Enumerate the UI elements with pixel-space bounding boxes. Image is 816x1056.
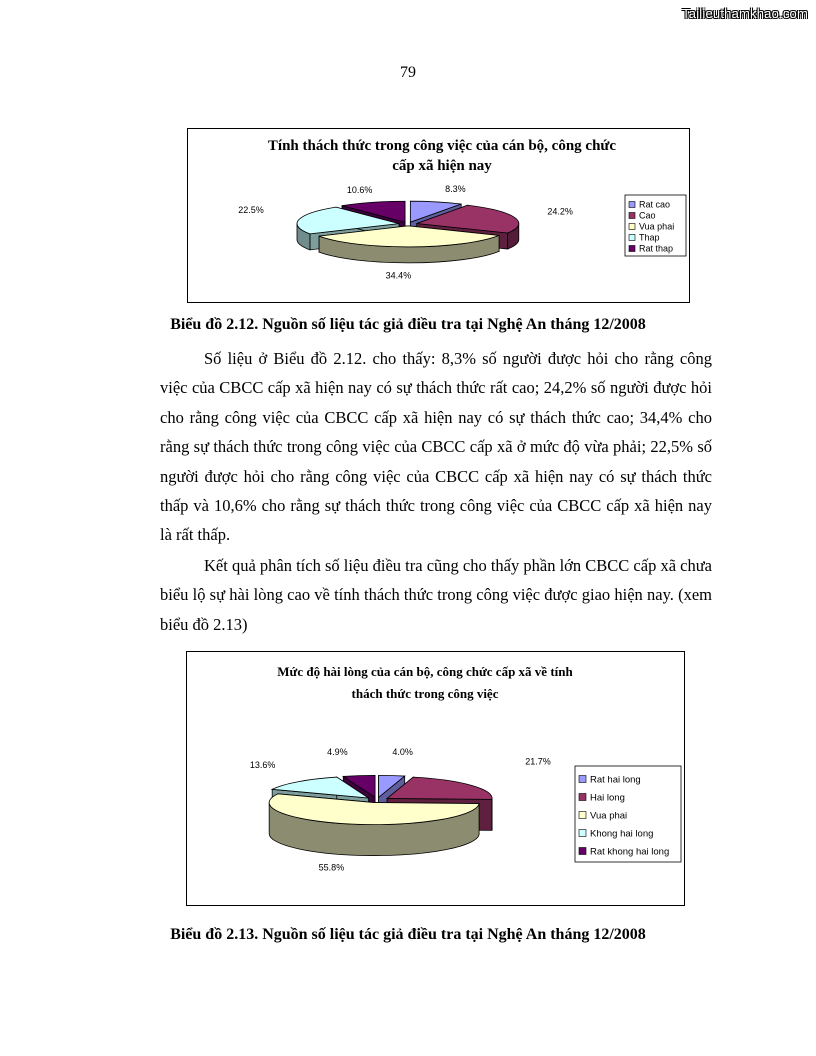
- slice-label-rat-hai-long: 4.0%: [392, 746, 413, 757]
- legend-label-khong-hai-long: Khong hai long: [590, 828, 654, 840]
- slice-label-rat-cao: 8.3%: [445, 184, 466, 195]
- legend-swatch-vua-phai: [629, 224, 635, 230]
- page-number: 79: [400, 64, 416, 81]
- slice-label-thap: 22.5%: [238, 204, 264, 215]
- legend: [625, 195, 686, 256]
- slice-label-vua-phai: 55.8%: [318, 862, 345, 873]
- legend-swatch-vua-phai: [579, 812, 586, 819]
- chart-title-line-2: cấp xã hiện nay: [392, 158, 492, 174]
- slice-label-cao: 24.2%: [547, 206, 573, 217]
- legend-label-vua-phai: Vua phai: [639, 221, 675, 232]
- legend-label-cao: Cao: [639, 210, 656, 221]
- watermark: Tailieuthamkhao.com: [682, 6, 808, 21]
- legend-swatch-rat-thap: [629, 246, 635, 252]
- chart-title-line-1: Mức độ hài lòng của cán bộ, công chức cấp xã về tính: [277, 664, 573, 679]
- legend-label-thap: Thap: [639, 232, 660, 243]
- slice-label-hai-long: 21.7%: [525, 756, 551, 767]
- paragraph-2: Kết quả phân tích số liệu điều tra cũng cho thấy phần lớn CBCC cấp xã chưa biểu lộ sự hài lòng cao về tính thách thức trong công việc được giao hiện nay. (xem biểu đồ 2.13): [160, 556, 712, 634]
- paragraph-1: Số liệu ở Biểu đồ 2.12. cho thấy: 8,3% số người được hỏi cho rằng công việc của CBCC cấp xã hiện nay có sự thách thức rất cao; 24,2% số người được hỏi cho rằng công việc của CBCC cấp xã hiện nay có sự thách thức cao; 34,4% cho rằng sự thách thức trong công việc của CBCC cấp xã ở mức độ vừa phải; 22,5% số người được hỏi cho rằng công việc của CBCC cấp xã hiện nay có sự thách thức thấp và 10,6% cho rằng sự thách thức trong công việc của CBCC cấp xã hiện nay là rất thấp.: [160, 349, 712, 545]
- legend-label-rat-cao: Rat cao: [639, 199, 671, 210]
- legend-swatch-rat-khong-hai-long: [579, 848, 586, 855]
- legend-swatch-rat-hai-long: [579, 776, 586, 783]
- slice-label-khong-hai-long: 13.6%: [249, 760, 276, 771]
- legend-label-rat-thap: Rat thap: [639, 243, 674, 254]
- chart-1-svg: [188, 129, 689, 302]
- chart-2: [186, 651, 685, 906]
- legend-swatch-hai-long: [579, 794, 586, 801]
- chart-title-line-1: Tính thách thức trong công việc của cán bộ, công chức: [267, 138, 617, 154]
- caption-fig-2-13: Biểu đồ 2.13. Nguồn số liệu tác giả điều tra tại Nghệ An tháng 12/2008: [170, 926, 646, 943]
- chart-title-line-2: thách thức trong công việc: [351, 686, 499, 701]
- legend-label-hai-long: Hai long: [590, 792, 625, 804]
- chart-1: [187, 128, 690, 303]
- legend-swatch-rat-cao: [629, 202, 635, 208]
- slice-label-vua-phai: 34.4%: [385, 270, 412, 281]
- slice-label-rat-thap: 10.6%: [346, 184, 373, 195]
- legend-swatch-thap: [629, 235, 635, 241]
- legend-label-rat-khong-hai-long: Rat khong hai long: [590, 846, 670, 858]
- legend-swatch-cao: [629, 213, 635, 219]
- slice-label-rat-khong-hai-long: 4.9%: [327, 746, 348, 757]
- caption-fig-2-12: Biểu đồ 2.12. Nguồn số liệu tác giả điều tra tại Nghệ An tháng 12/2008: [170, 316, 646, 333]
- legend: [575, 766, 681, 862]
- legend-label-vua-phai: Vua phai: [590, 810, 628, 822]
- chart-2-svg: [187, 652, 684, 905]
- legend-swatch-khong-hai-long: [579, 830, 586, 837]
- legend-label-rat-hai-long: Rat hai long: [590, 774, 641, 786]
